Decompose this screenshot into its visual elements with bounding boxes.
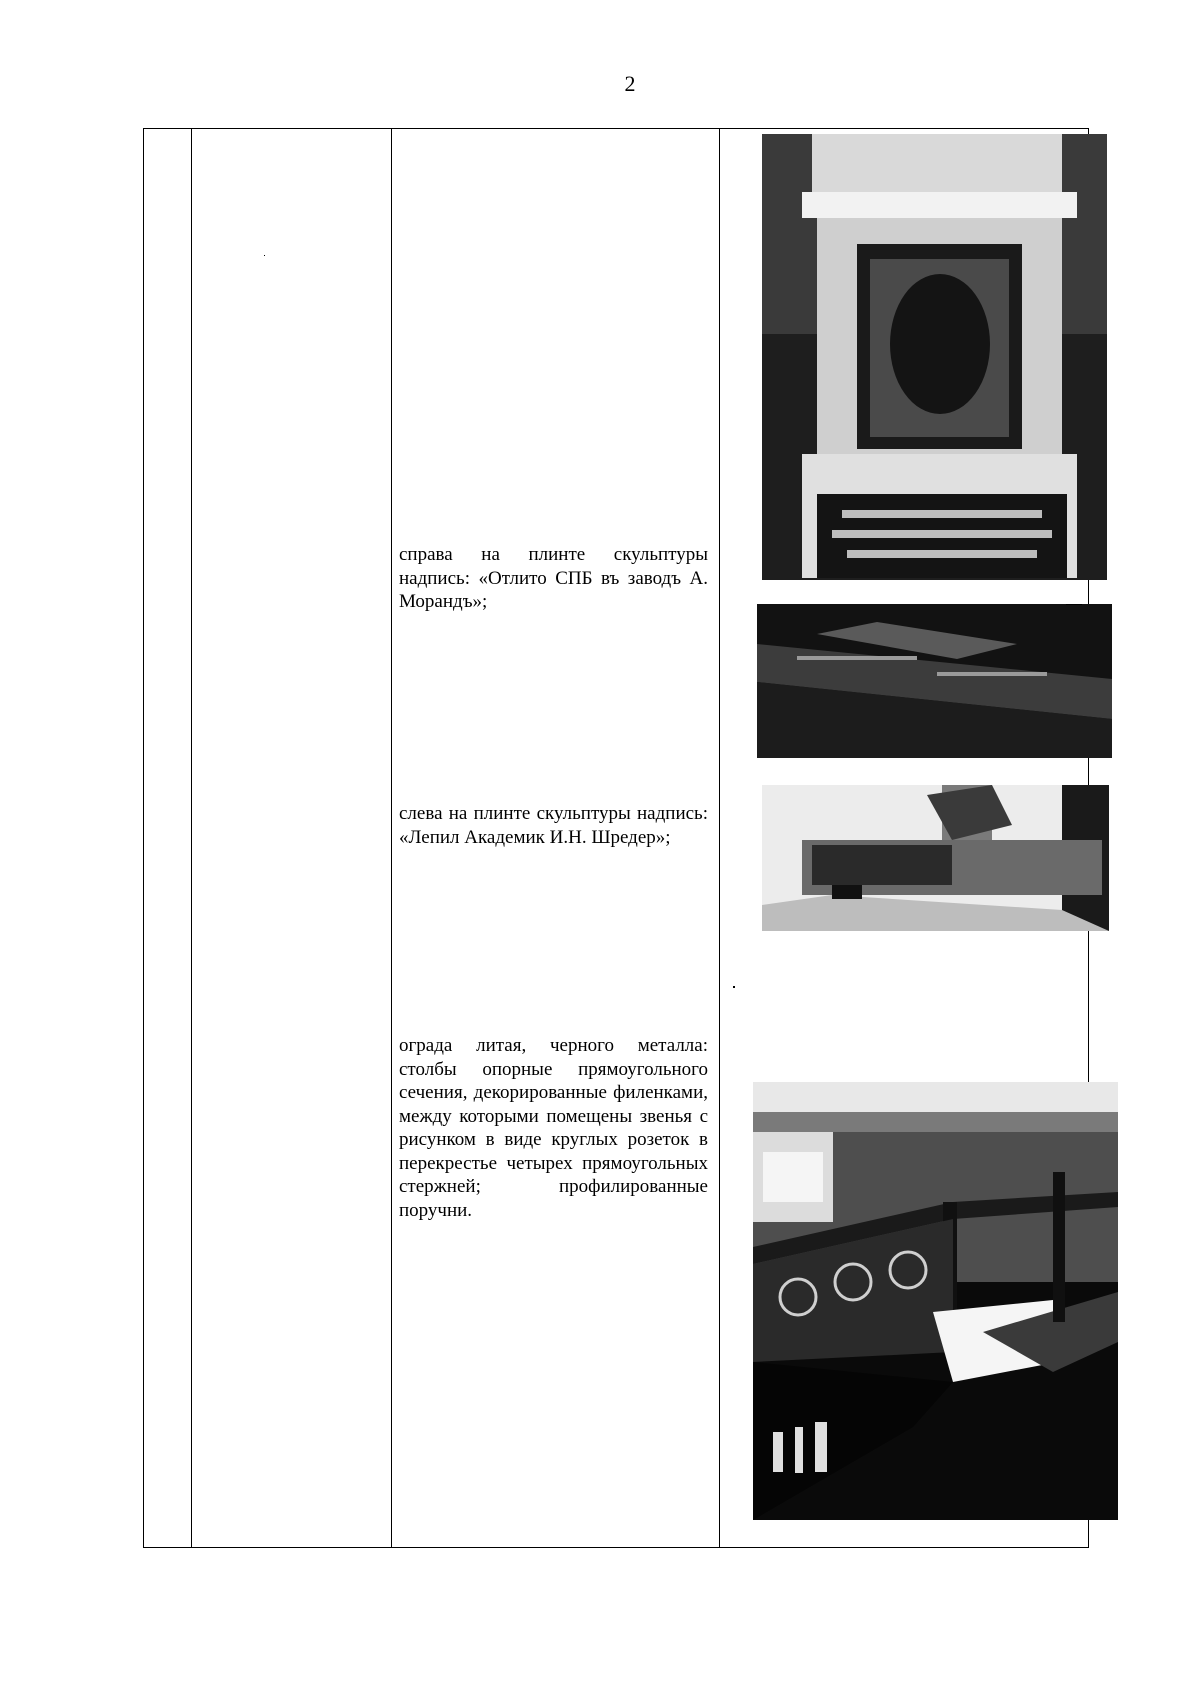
scan-speck xyxy=(264,255,265,256)
cast-iron-fence-photo xyxy=(753,1082,1118,1520)
column-divider-3 xyxy=(719,129,720,1547)
cast-signature-plinth-right-photo xyxy=(757,604,1112,758)
scan-speck xyxy=(1066,604,1082,605)
scan-speck xyxy=(733,986,735,988)
sculptor-signature-plinth-left-photo xyxy=(762,785,1109,931)
column-divider-1 xyxy=(191,129,192,1547)
column-divider-2 xyxy=(391,129,392,1547)
description-plinth-right: справа на плинте скульптуры надпись: «Отлито СПБ въ заводъ А. Морандъ»; xyxy=(399,544,708,612)
page-number: 2 xyxy=(624,71,636,96)
description-fence: ограда литая, черного металла: столбы опорные прямоугольного сечения, декорированные филенками, между которыми помещены звенья с рисунком в виде круглых розеток в перекрестье четырех прямоугольных стержней; профилированные поручни. xyxy=(399,1035,708,1221)
pedestal-coat-of-arms-photo xyxy=(762,134,1107,580)
description-plinth-left: слева на плинте скульптуры надпись: «Лепил Академик И.Н. Шредер»; xyxy=(399,803,708,848)
